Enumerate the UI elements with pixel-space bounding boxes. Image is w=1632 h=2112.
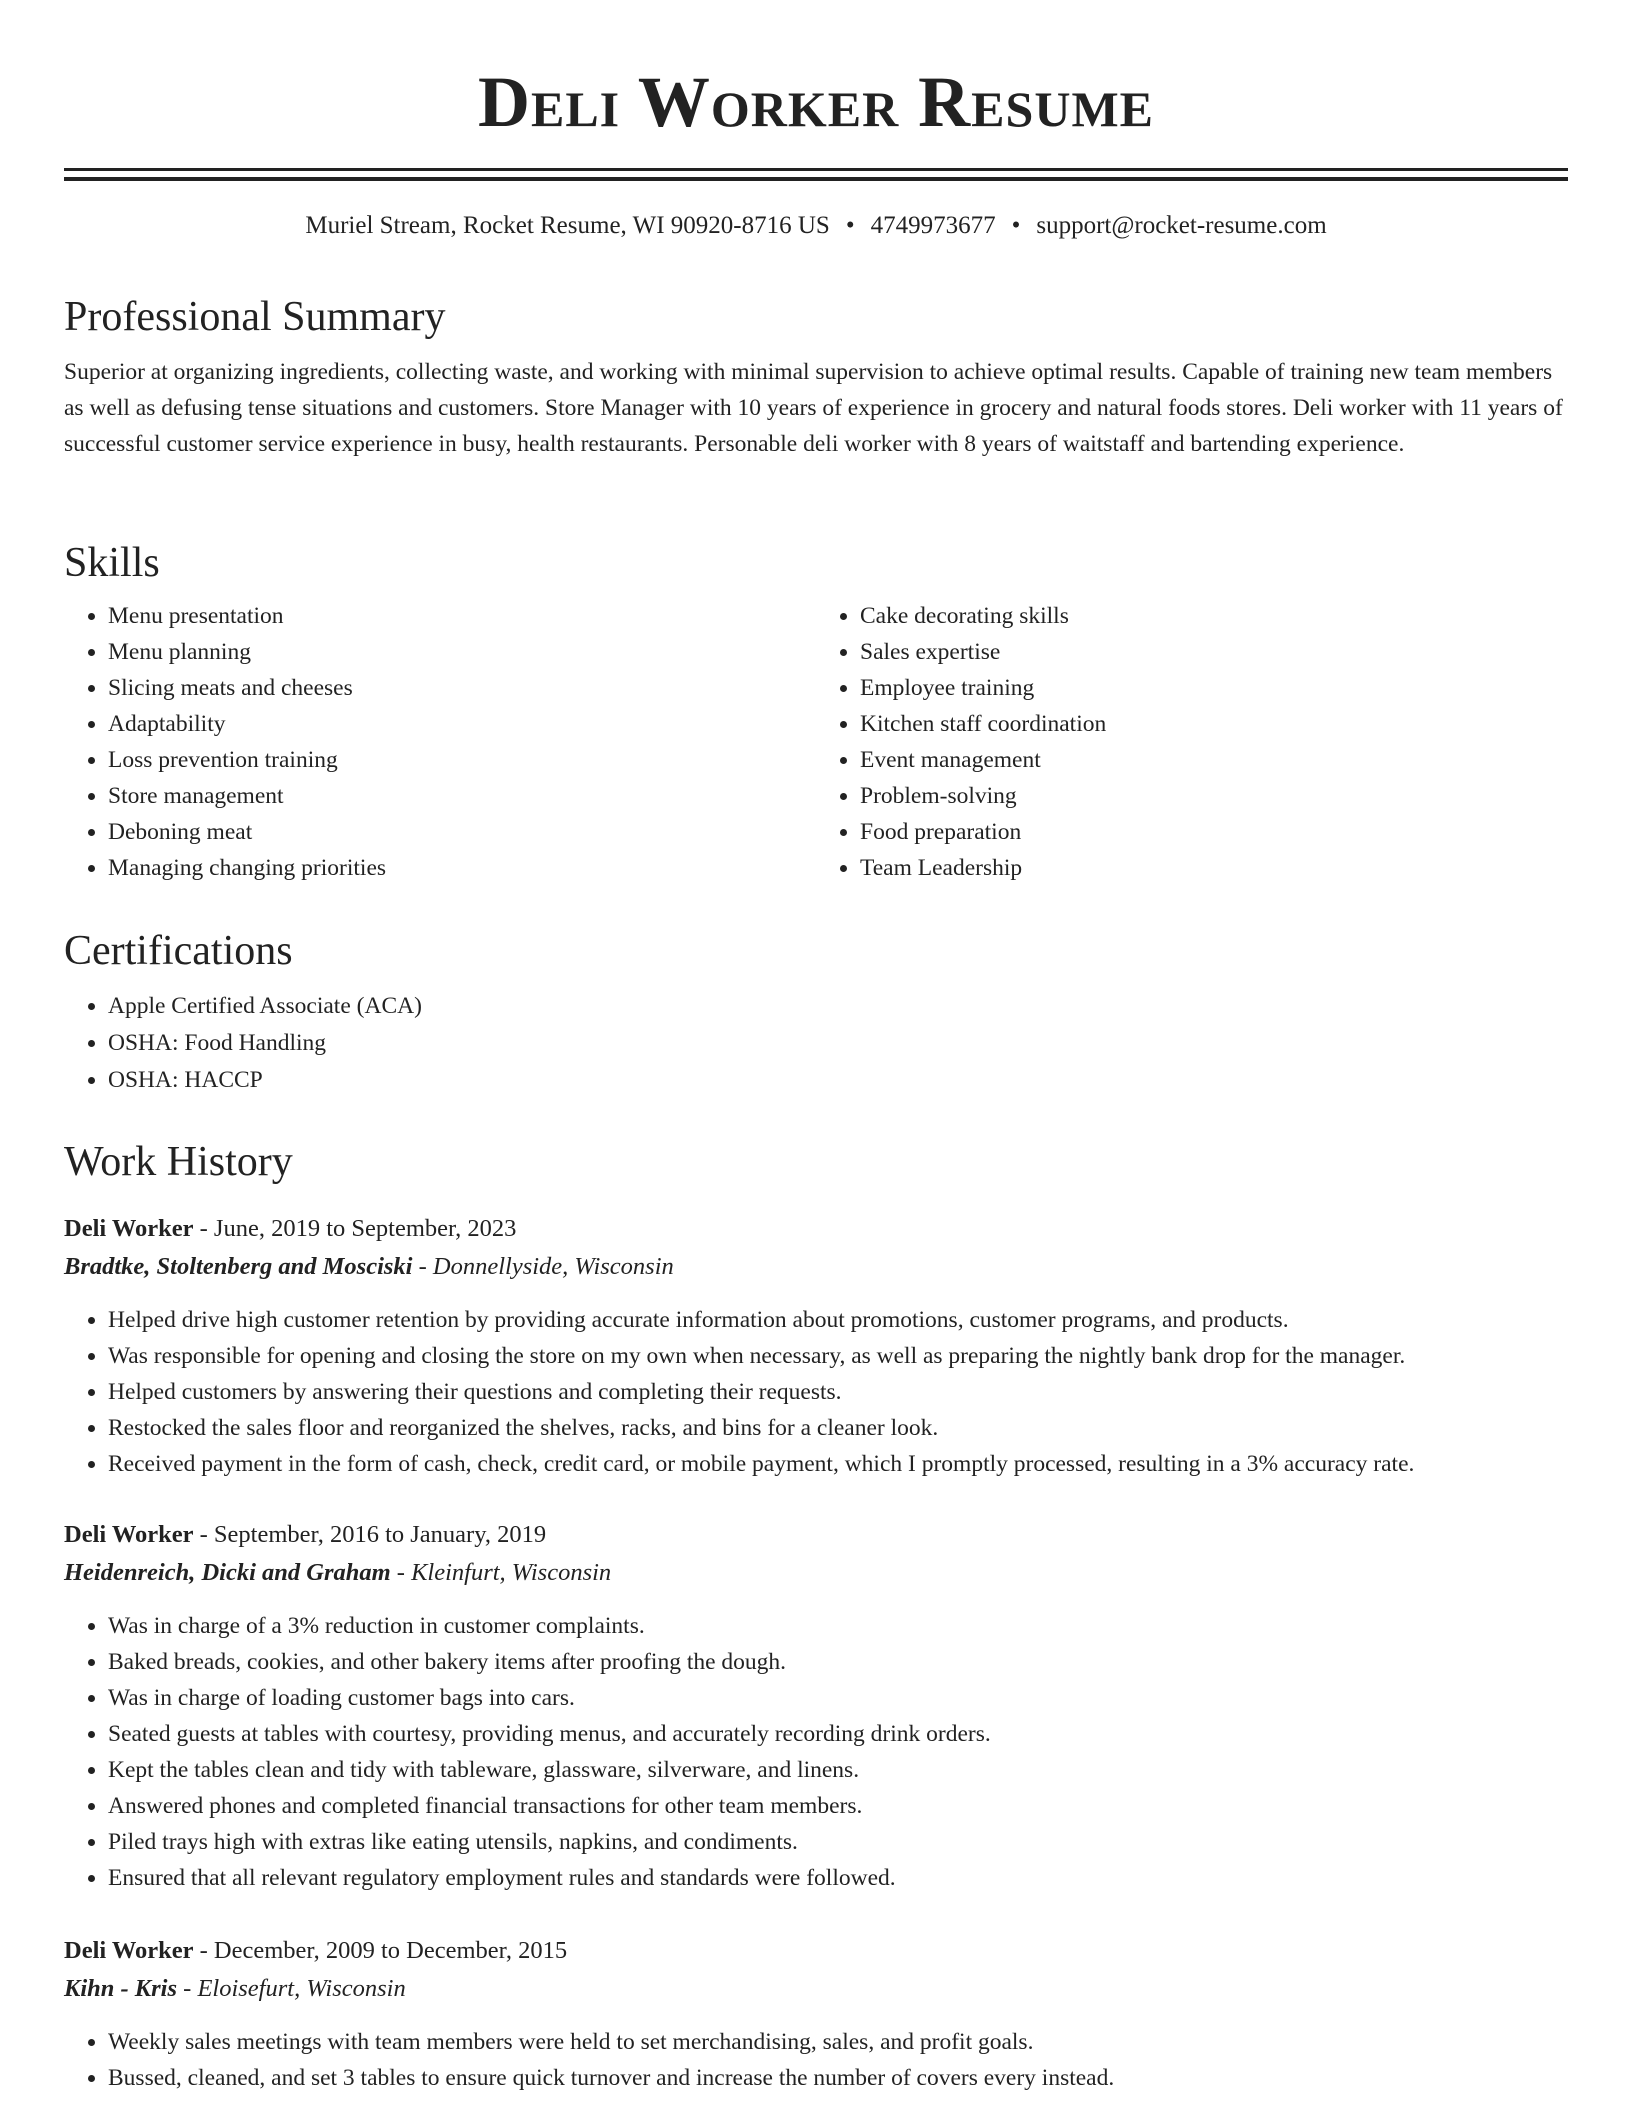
job-bullet: • Helped drive high customer retention by providing accurate information about promotions, customer programs, and products. [108,1302,1568,1338]
skill-item: • Cake decorating skills [860,598,1568,634]
job-company: Kihn - Kris [64,1975,178,2002]
job-role: Deli Worker [64,1521,194,1548]
job-bullet: • Kept the tables clean and tidy with tableware, glassware, silverware, and linens. [108,1752,1568,1788]
job-entry [64,1516,1568,1896]
skill-item: • Sales expertise [860,634,1568,670]
skill-item: • Problem-solving [860,778,1568,814]
skill-item: • Event management [860,742,1568,778]
job-role: Deli Worker [64,1937,194,1964]
skill-item: • Food preparation [860,814,1568,850]
skill-item: • Managing changing priorities [108,850,816,886]
work-heading: Work History [64,1139,293,1185]
job-dates: - September, 2016 to January, 2019 [193,1521,547,1548]
skill-item: • Kitchen staff coordination [860,706,1568,742]
skills-columns [64,598,1568,886]
certification-item: • OSHA: Food Handling [108,1025,1568,1062]
skills-section [64,538,1568,886]
summary-text: Superior at organizing ingredients, collecting waste, and working with minimal supervision to achieve optimal results. Capable of training new team members as well as defusing tense situations and customers. Store Manager with 10 years of experience in grocery and natural foods stores. Deli worker with 11 years of successful customer service experience in busy, health restaurants. Personable deli worker with 8 years of waitstaff and bartending experience. [64,359,1563,457]
skill-item: • Deboning meat [108,814,816,850]
contact-address: Muriel Stream, Rocket Resume, WI 90920-8716 US [305,212,830,239]
certification-item: • Apple Certified Associate (ACA) [108,988,1568,1025]
job-company: Heidenreich, Dicki and Graham [64,1559,391,1586]
job-bullet: • Was in charge of a 3% reduction in customer complaints. [108,1608,1568,1644]
job-title-line [64,1932,1568,1970]
skills-list-left [64,598,816,886]
skills-list-right [816,598,1568,886]
resume-page [64,0,1568,2091]
certification-item: • OSHA: HACCP [108,1062,1568,1099]
title-rule-bottom [64,177,1568,181]
contact-separator: • [1011,212,1021,239]
job-company-line [64,1970,1568,2008]
job-company: Bradtke, Stoltenberg and Mosciski [64,1253,413,1280]
skill-item: • Adaptability [108,706,816,742]
contact-email: support@rocket-resume.com [1036,212,1327,239]
job-location: - Kleinfurt, Wisconsin [390,1559,612,1586]
work-section [64,1137,1568,1187]
skill-item: • Team Leadership [860,850,1568,886]
skills-heading: Skills [64,540,160,586]
certifications-list [64,988,1568,1099]
job-bullet: • Answered phones and completed financial transactions for other team members. [108,1788,1568,1824]
job-entry [64,1210,1568,1482]
resume-title: Deli Worker Resume [477,62,1154,142]
job-title-line [64,1210,1568,1248]
skill-item: • Employee training [860,670,1568,706]
job-bullet: • Was in charge of loading customer bags into cars. [108,1680,1568,1716]
job-bullet: • Piled trays high with extras like eating utensils, napkins, and condiments. [108,1824,1568,1860]
job-bullet: • Was responsible for opening and closing the store on my own when necessary, as well as preparing the nightly bank drop for the manager. [108,1338,1568,1374]
job-dates: - December, 2009 to December, 2015 [193,1937,568,1964]
summary-heading: Professional Summary [64,294,446,340]
job-bullet: • Bussed, cleaned, and set 3 tables to ensure quick turnover and increase the number of covers every instead. [108,2060,1568,2096]
job-entry [64,1932,1568,2096]
job-bullet: • Baked breads, cookies, and other bakery items after proofing the dough. [108,1644,1568,1680]
job-title-line [64,1516,1568,1554]
contact-phone: 4749973677 [870,212,996,239]
title-rule-top [64,168,1568,171]
job-bullets [64,1608,1568,1896]
job-bullet: • Restocked the sales floor and reorganized the shelves, racks, and bins for a cleaner look. [108,1410,1568,1446]
job-bullet: • Received payment in the form of cash, check, credit card, or mobile payment, which I promptly processed, resulting in a 3% accuracy rate. [108,1446,1568,1482]
job-company-line [64,1554,1568,1592]
skill-item: • Store management [108,778,816,814]
job-bullet: • Ensured that all relevant regulatory employment rules and standards were followed. [108,1860,1568,1896]
contact-line [64,211,1568,241]
job-bullet: • Helped customers by answering their questions and completing their requests. [108,1374,1568,1410]
job-company-line [64,1248,1568,1286]
skill-item: • Menu planning [108,634,816,670]
job-location: - Donnellyside, Wisconsin [412,1253,674,1280]
job-bullets [64,2024,1568,2096]
job-dates: - June, 2019 to September, 2023 [193,1215,517,1242]
job-bullet: • Seated guests at tables with courtesy, providing menus, and accurately recording drink orders. [108,1716,1568,1752]
summary-section [64,292,1568,462]
job-location: - Eloisefurt, Wisconsin [177,1975,406,2002]
skill-item: • Menu presentation [108,598,816,634]
job-bullet: • Weekly sales meetings with team members were held to set merchandising, sales, and profit goals. [108,2024,1568,2060]
certifications-section [64,926,1568,1099]
certifications-heading: Certifications [64,928,293,974]
job-bullets [64,1302,1568,1482]
contact-separator: • [845,212,855,239]
job-role: Deli Worker [64,1215,194,1242]
skill-item: • Loss prevention training [108,742,816,778]
skill-item: • Slicing meats and cheeses [108,670,816,706]
